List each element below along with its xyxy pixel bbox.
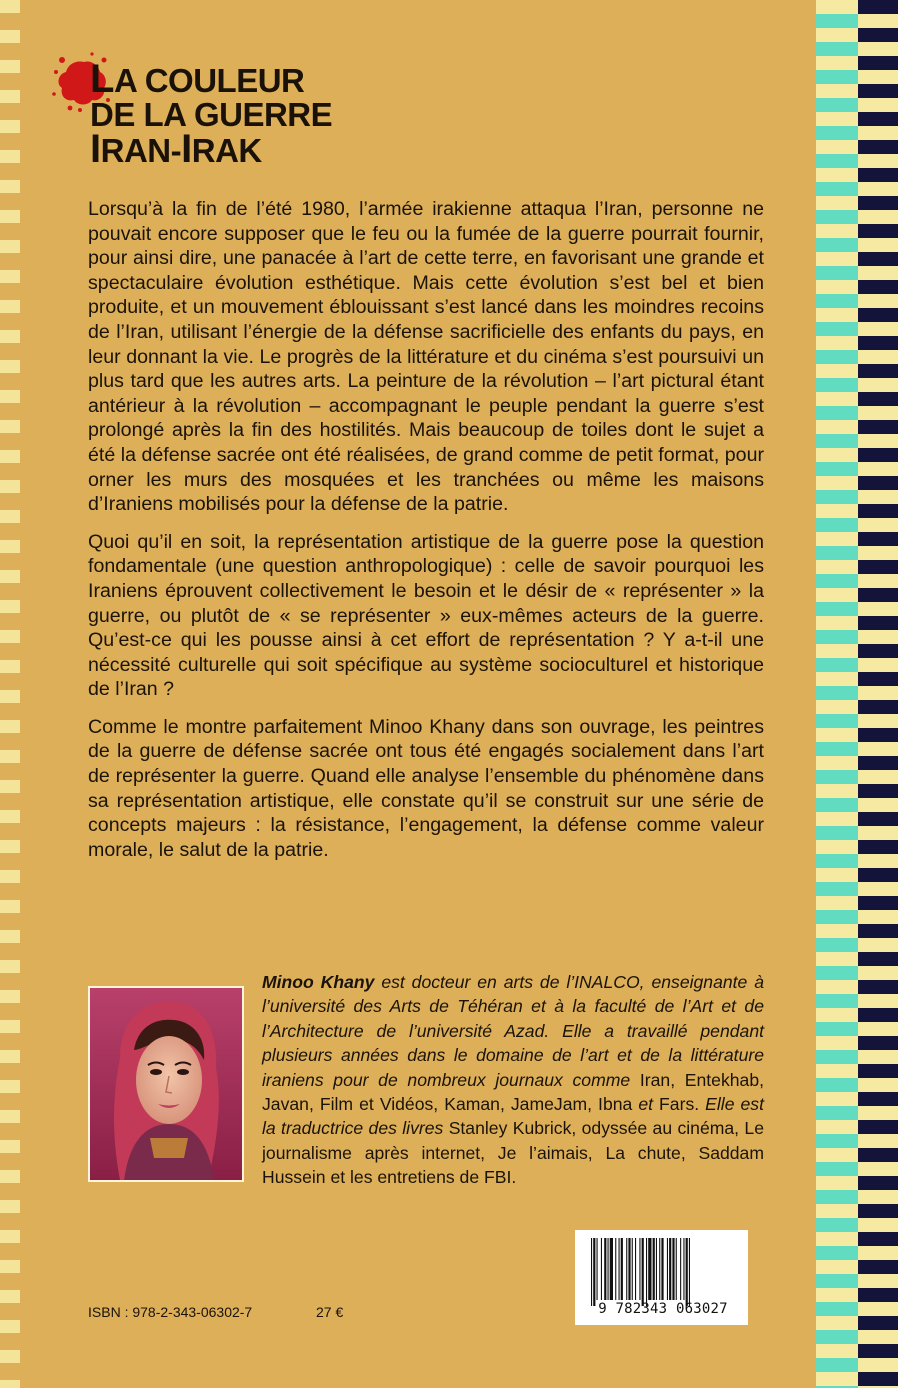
author-portrait-image: [90, 988, 242, 1180]
left-dashed-border: [0, 0, 20, 1388]
author-photo: [88, 986, 244, 1182]
strip-column-navy: [858, 0, 898, 1388]
book-title: [90, 57, 333, 171]
price-text: 27 €: [316, 1304, 344, 1320]
paragraph-1: Lorsqu’à la fin de l’été 1980, l’armée irakienne attaqua l’Iran, personne ne pouvait encore supposer que le feu ou la fumée de la guerre pourrait fournir, pour ainsi dire, une panacée à l’art de cette terre, en favorisant une grande et spectaculaire évolution esthétique. Mais cette évolution s’est bel et bien produite, et un mouvement éblouissant s’est lancé dans les moindres recoins de l’Iran, utilisant l’énergie de la défense sacrificielle des enfants du pays, en leur donnant la vie. Le progrès de la littérature et du cinéma s’est poursuivi un plus tard que les autres arts. La peinture de la révolution – l’art pictural étant antérieur à la révolution – accompagnant le peuple pendant la guerre s’est prolongé après la fin des hostilités. Mais beaucoup de toiles dont le sujet a été la défense sacrée ont été réalisées, de grand comme de petit format, pour orner les murs des mosquées et les tranchées ou même les maisons d’Iraniens mobilisés pour la défense de la patrie.: [88, 198, 764, 516]
journal-list: Iran, Entekhab, Javan, Film et Vidéos, Kaman, JameJam, Ibna: [262, 1069, 764, 1115]
title-line-1: LA COULEUR: [90, 57, 305, 101]
paragraph-2: Quoi qu’il en soit, la représentation artistique de la guerre pose la question fondamentale (une question anthropologique) : celle de savoir pourquoi les Iraniens éprouvent collectivement le besoin et le désir de « représenter » la guerre, ou plutôt de « se représenter » eux-mêmes acteurs de la guerre. Qu’est-ce qui les pousse ainsi à cet effort de représentation ? Y a-t-il une nécessité culturelle qui soit spécifique au système socioculturel et historique de l’Iran ?: [88, 530, 764, 701]
right-checkered-strip: [816, 0, 898, 1388]
isbn-text: ISBN : 978-2-343-06302-7: [88, 1304, 253, 1320]
barcode-digits: 9 782343 063027: [598, 1301, 728, 1317]
title-line-3: IRAN-IRAK: [90, 127, 262, 171]
author-name: Minoo Khany: [262, 972, 375, 992]
strip-column-teal: [816, 0, 858, 1388]
paragraph-3: Comme le montre parfaitement Minoo Khany dans son ouvrage, les peintres de la guerre de défense sacrée ont tous été engagés socialement dans l’art de représenter la guerre. Quand elle analyse l’ensemble du phénomène dans sa représentation artistique, elle constate qu’il se construit sur une série de concepts majeurs : la résistance, l’engagement, la défense comme valeur morale, le salut de la patrie.: [88, 715, 764, 861]
back-cover-text: [88, 197, 764, 875]
book-list: Stanley Kubrick, odyssée au cinéma, Le journalisme après internet, Je l’aimais, La chute, Saddam Hussein et les entretiens de FBI.: [262, 1118, 764, 1188]
author-bio: Minoo Khany est docteur en arts de l’INALCO, enseignante à l’université des Arts de Téhéran et à la faculté de l’Art et de l’Architecture de l’université Azad. Elle a travaillé pendant plusieurs années dans le domaine de l’art et de la littérature iraniens pour de nombreux journaux comme Iran, Entekhab, Javan, Film et Vidéos, Kaman, JameJam, Ibna et Fars. Elle est la traductrice des livres Stanley Kubrick, odyssée au cinéma, Le journalisme après internet, Je l’aimais, La chute, Saddam Hussein et les entretiens de FBI.: [262, 972, 764, 1188]
title-line-2: DE LA GUERRE: [90, 96, 333, 133]
